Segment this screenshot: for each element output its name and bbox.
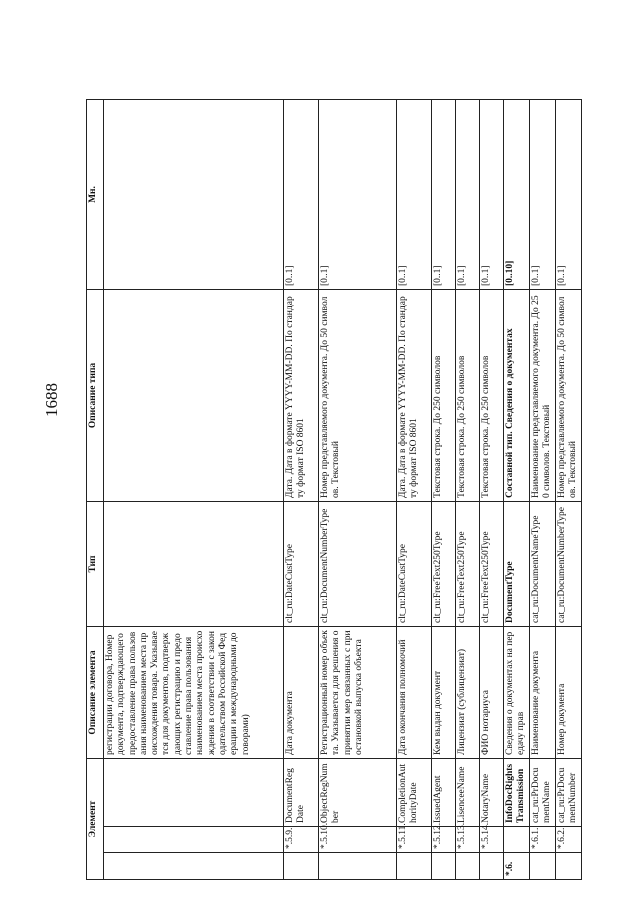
cell-indent: *.6. xyxy=(504,853,530,880)
cell-type-description: Текстовая строка. До 250 символов xyxy=(456,289,480,501)
cell-description: Дата окончания полномочий xyxy=(397,626,432,758)
cell-element-name: DocumentRegDate xyxy=(284,758,319,826)
cell-type: DocumentType xyxy=(504,501,530,626)
cell-type-description: Дата. Дата в формате YYYY-MM-DD. По стандарту формат ISO 8601 xyxy=(284,289,319,501)
cell-multiplicity: [0..1] xyxy=(284,99,319,289)
cell-element-name: NotaryName xyxy=(480,758,504,826)
header-type-description: Описание типа xyxy=(87,289,104,501)
cell-number: *.5.14. xyxy=(480,827,504,853)
cell-description: Дата документа xyxy=(284,626,319,758)
cell-multiplicity: [0..1] xyxy=(480,99,504,289)
cell-type-description: Дата. Дата в формате YYYY-MM-DD. По стандарту формат ISO 8601 xyxy=(397,289,432,501)
cell-element-name: InfoDocRightsTransmission xyxy=(504,758,530,826)
cell-multiplicity xyxy=(104,99,284,289)
cell-type-description: Составной тип. Сведения о документах xyxy=(504,289,530,501)
cell-type: clt_ru:DateCustType xyxy=(284,501,319,626)
cell-description: регистрации договора, Номер документа, подтверждающего предоставление права пользования наименованием места происхождения товара. Указывается для документов, подтверждающих регистрацию и предоставление права пользования наименованием места происхождения в соответствии с законодательством Российской Федерации и международными договорами) xyxy=(104,626,284,758)
cell-indent xyxy=(456,853,480,880)
cell-number: *.6.2. xyxy=(555,827,581,853)
cell-description: Наименование документа xyxy=(530,626,556,758)
cell-indent xyxy=(284,853,319,880)
page-number: 1688 xyxy=(42,383,61,417)
table-row xyxy=(456,99,480,879)
cell-element-name: cat_ru:PrDocumentNumber xyxy=(555,758,581,826)
table-row xyxy=(530,99,556,879)
cell-type-description: Наименование представляемого документа. До 250 символов. Текстовый xyxy=(530,289,556,501)
cell-type: clt_ru:DocumentNumberType xyxy=(319,501,397,626)
cell-element-name: cat_ru:PrDocumentName xyxy=(530,758,556,826)
cell-type: cat_ru:DocumentNameType xyxy=(530,501,556,626)
cell-number: *.6.1. xyxy=(530,827,556,853)
cell-multiplicity: [0..1] xyxy=(432,99,456,289)
cell-type: clt_ru:FreeText250Type xyxy=(432,501,456,626)
cell-indent xyxy=(104,853,284,880)
table-row xyxy=(284,99,319,879)
table-row xyxy=(319,99,397,879)
cell-multiplicity: [0..1] xyxy=(555,99,581,289)
cell-indent xyxy=(319,853,397,880)
cell-number xyxy=(504,827,530,853)
cell-description: Лицензиат (сублицензиат) xyxy=(456,626,480,758)
cell-indent xyxy=(432,853,456,880)
cell-multiplicity: [0..1] xyxy=(456,99,480,289)
table-row xyxy=(480,99,504,879)
cell-type: clt_ru:FreeText250Type xyxy=(480,501,504,626)
cell-indent xyxy=(397,853,432,880)
cell-description: Сведения о документах на передачу прав xyxy=(504,626,530,758)
table-row xyxy=(104,99,284,879)
table-row xyxy=(432,99,456,879)
cell-description: Кем выдан документ xyxy=(432,626,456,758)
cell-number: *.5.12. xyxy=(432,827,456,853)
cell-type-description xyxy=(104,289,284,501)
table-row xyxy=(555,99,581,879)
cell-number: *.5.13. xyxy=(456,827,480,853)
rotated-page-content xyxy=(86,100,608,880)
header-multiplicity: Мн. xyxy=(87,99,104,289)
cell-type: clt_ru:FreeText250Type xyxy=(456,501,480,626)
header-type: Тип xyxy=(87,501,104,626)
cell-number: *.5.11. xyxy=(397,827,432,853)
cell-type-description: Текстовая строка. До 250 символов xyxy=(480,289,504,501)
cell-indent xyxy=(530,853,556,880)
cell-element-name: CompletionAuthorityDate xyxy=(397,758,432,826)
cell-number: *.5.9. xyxy=(284,827,319,853)
cell-type-description: Текстовая строка. До 250 символов xyxy=(432,289,456,501)
header-description: Описание элемента xyxy=(87,626,104,758)
cell-multiplicity: [0..1] xyxy=(397,99,432,289)
cell-indent xyxy=(555,853,581,880)
cell-type-description: Номер представляемого документа. До 50 символов. Текстовый xyxy=(555,289,581,501)
cell-description: ФИО нотариуса xyxy=(480,626,504,758)
header-element: Элемент xyxy=(87,758,104,879)
cell-number: *.5.10. xyxy=(319,827,397,853)
cell-multiplicity: [0..1] xyxy=(319,99,397,289)
table-row xyxy=(504,99,530,879)
cell-multiplicity: [0..10] xyxy=(504,99,530,289)
cell-description: Регистрационный номер объекта. Указывается для решения о принятии мер связанных с приостановкой выпуска объекта xyxy=(319,626,397,758)
cell-element-name xyxy=(104,758,284,826)
cell-type-description: Номер представляемого документа. До 50 символов. Текстовый xyxy=(319,289,397,501)
cell-number xyxy=(104,827,284,853)
cell-type xyxy=(104,501,284,626)
cell-type: clt_ru:DateCustType xyxy=(397,501,432,626)
cell-element-name: IssuedAgent xyxy=(432,758,456,826)
cell-description: Номер документа xyxy=(555,626,581,758)
table-row xyxy=(397,99,432,879)
cell-multiplicity: [0..1] xyxy=(530,99,556,289)
cell-type: cat_ru:DocumentNumberType xyxy=(555,501,581,626)
cell-indent xyxy=(480,853,504,880)
cell-element-name: ObjectRegNumber xyxy=(319,758,397,826)
cell-element-name: LisenceeName xyxy=(456,758,480,826)
table-header-row xyxy=(87,99,104,879)
elements-table xyxy=(86,99,582,880)
